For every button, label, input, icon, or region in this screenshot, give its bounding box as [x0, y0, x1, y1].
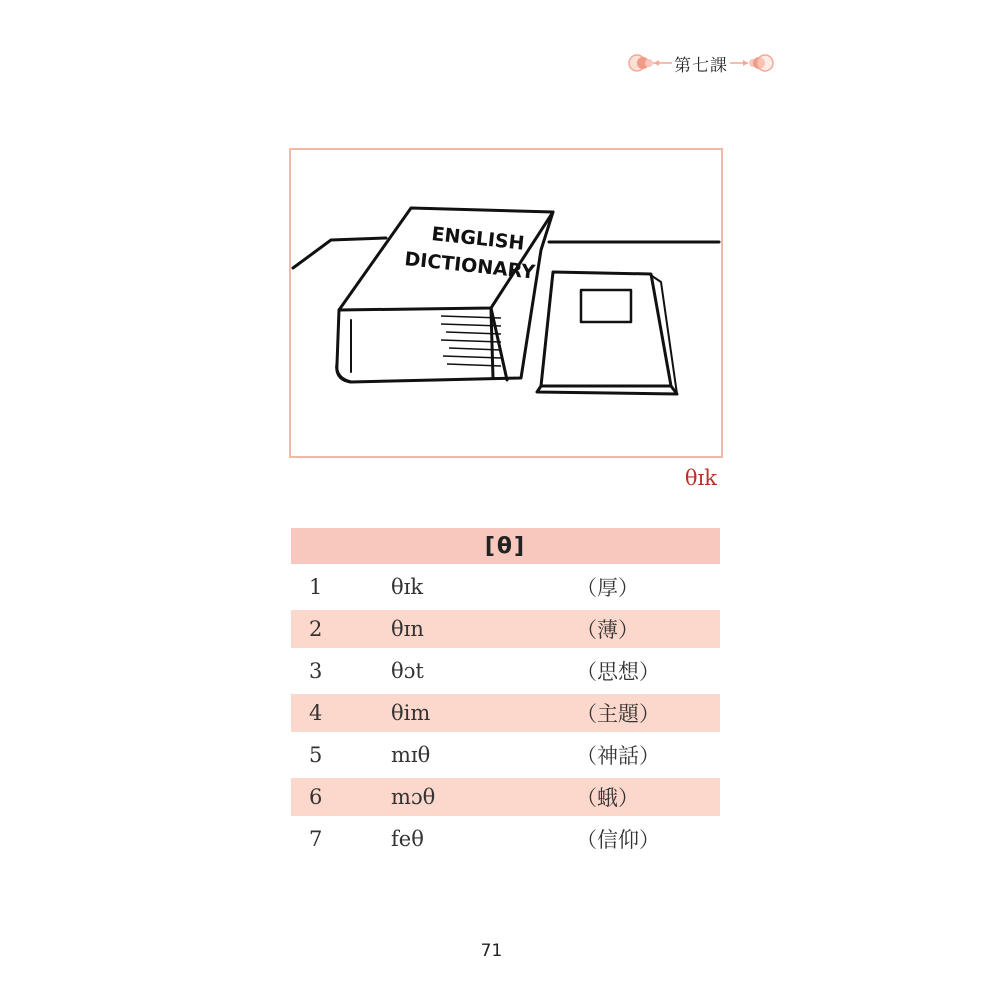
table-row	[291, 610, 720, 648]
table-row	[291, 652, 720, 690]
row-number: 2	[309, 617, 323, 641]
page-number: 71	[480, 941, 503, 961]
books-illustration	[291, 150, 721, 456]
row-meaning: （薄）	[576, 618, 639, 642]
row-word: mɔθ	[391, 785, 436, 809]
table-row	[291, 820, 720, 858]
row-meaning: （主題）	[576, 702, 660, 726]
book-title-line1: ENGLISH	[430, 223, 526, 255]
row-meaning: （蛾）	[576, 786, 639, 810]
row-word: θɪk	[391, 575, 424, 599]
row-number: 7	[309, 827, 323, 851]
row-number: 4	[309, 701, 323, 725]
book-title-line2: DICTIONARY	[403, 248, 536, 284]
row-word: θim	[391, 701, 431, 725]
table-row	[291, 778, 720, 816]
phonetic-table	[291, 528, 720, 858]
row-meaning: （信仰）	[576, 828, 660, 852]
table-header: [θ]	[291, 528, 720, 564]
left-ornament-icon	[628, 48, 672, 78]
row-meaning: （思想）	[576, 660, 660, 684]
row-meaning: （神話）	[576, 744, 660, 768]
row-meaning: （厚）	[576, 576, 639, 600]
table-row	[291, 694, 720, 732]
row-number: 3	[309, 659, 323, 683]
table-row	[291, 568, 720, 606]
row-number: 5	[309, 743, 323, 767]
table-row	[291, 736, 720, 774]
row-number: 1	[309, 575, 323, 599]
row-word: feθ	[391, 827, 424, 851]
right-ornament-icon	[730, 48, 774, 78]
row-word: mɪθ	[391, 743, 431, 767]
row-word: θɪn	[391, 617, 424, 641]
illustration-caption: θɪk	[684, 466, 717, 490]
illustration-frame	[289, 148, 723, 458]
row-word: θɔt	[391, 659, 424, 683]
row-number: 6	[309, 785, 323, 809]
lesson-header	[628, 48, 774, 78]
lesson-label: 第七課	[674, 55, 728, 76]
